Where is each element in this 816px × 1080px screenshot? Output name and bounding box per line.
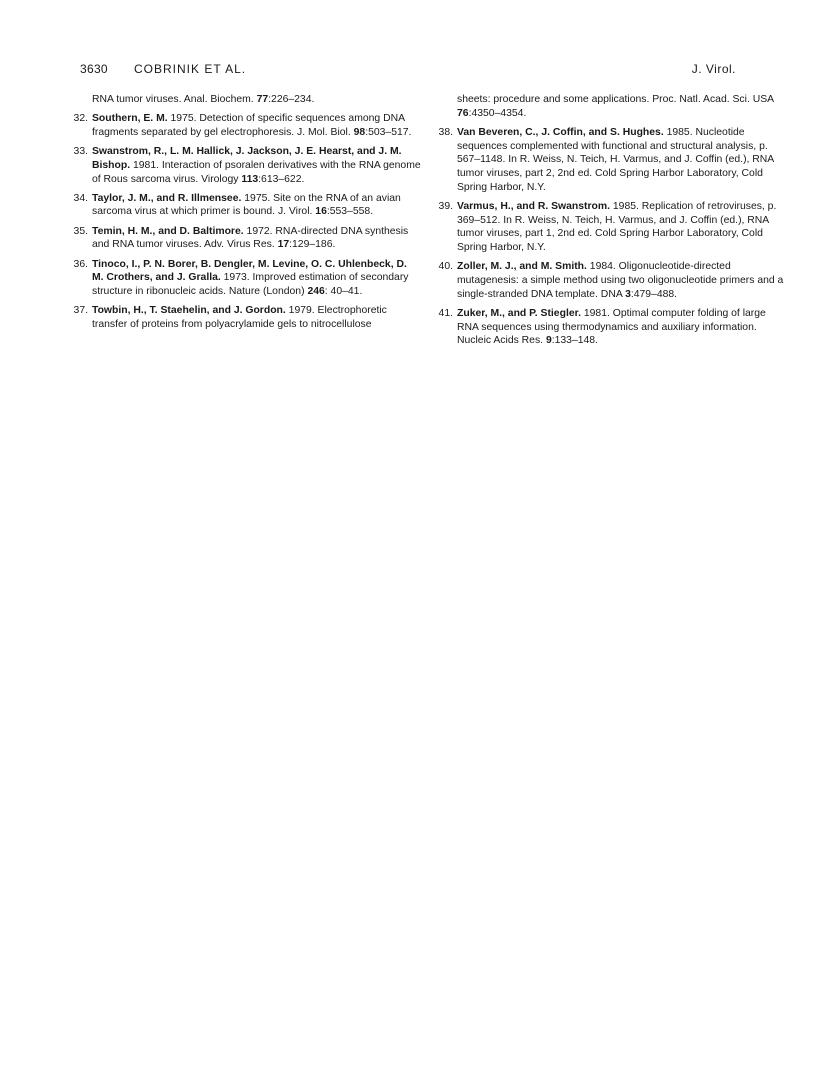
reference-number: 41.: [438, 307, 453, 319]
reference-number: 36.: [73, 258, 88, 270]
reference-pages: :226–234.: [268, 94, 315, 105]
reference-authors: Swanstrom, R., L. M. Hallick, J. Jackson, J. E. Hearst, and J. M. Bishop.: [92, 146, 402, 171]
reference-entry: [438, 260, 786, 301]
reference-text: 1985. Nucleotide sequences complemented with functional and structural analysis, p. 567–1148. In R. Weiss, N. Teich, H. Varmus, and J. Coffin (ed.), RNA tumor viruses, part 2, 2nd ed. Cold Spring Harbor Laboratory, Cold Spring Harbor, N.Y.: [457, 126, 774, 193]
reference-authors: Zuker, M., and P. Stiegler.: [457, 307, 581, 319]
reference-entry: [73, 225, 421, 252]
reference-number: 34.: [73, 192, 88, 204]
reference-volume: 3: [625, 288, 631, 300]
reference-authors: Taylor, J. M., and R. Illmensee.: [92, 192, 242, 204]
reference-entry: [73, 192, 421, 219]
reference-text: 1981. Interaction of psoralen derivatives with the RNA genome of Rous sarcoma virus. Virology: [92, 159, 421, 185]
reference-entry: [438, 126, 786, 195]
reference-volume: 98: [353, 126, 366, 138]
reference-authors: Temin, H. M., and D. Baltimore.: [92, 225, 244, 237]
reference-entry: [438, 200, 786, 255]
reference-number: 37.: [73, 305, 88, 317]
reference-text: 1975. Site on the RNA of an avian sarcoma virus at which primer is bound. J. Virol.: [92, 192, 401, 218]
reference-volume: 113: [241, 173, 259, 185]
reference-entry: [73, 112, 421, 139]
reference-volume: 17: [277, 239, 290, 251]
running-authors: COBRINIK ET AL.: [134, 62, 247, 76]
reference-volume: 76: [457, 107, 469, 119]
reference-continuation: [78, 93, 421, 107]
reference-entry: [73, 145, 421, 186]
journal-name: J. Virol.: [691, 62, 736, 76]
reference-number: 32.: [73, 113, 88, 125]
reference-text: 1975. Detection of specific sequences among DNA fragments separated by gel electrophoresis. J. Mol. Biol.: [92, 113, 405, 138]
reference-pages: : 40–41.: [324, 285, 363, 297]
reference-volume: 246: [307, 285, 325, 297]
reference-entry: [73, 258, 421, 299]
reference-number: 40.: [438, 261, 453, 273]
reference-entry: [73, 304, 421, 331]
reference-pages: :479–488.: [630, 288, 678, 300]
reference-text: 1972. RNA-directed DNA synthesis and RNA tumor viruses. Adv. Virus Res.: [92, 225, 409, 251]
reference-authors: Tinoco, I., P. N. Borer, B. Dengler, M. Levine, O. C. Uhlenbeck, D. M. Crothers, and J. Gralla.: [92, 258, 407, 284]
page-number: 3630: [80, 62, 108, 76]
reference-authors: Zoller, M. J., and M. Smith.: [457, 261, 587, 273]
reference-authors: Varmus, H., and R. Swanstrom.: [457, 200, 611, 212]
reference-number: 35.: [73, 225, 88, 237]
reference-volume: 9: [545, 335, 552, 347]
running-header: [80, 62, 736, 78]
reference-number: 38.: [438, 126, 453, 138]
reference-number: 33.: [73, 146, 88, 158]
reference-text: 1984. Oligonucleotide-directed mutagenesis: a simple method using two oligonucleotide primers and a single-stranded DNA template. DNA: [457, 261, 784, 300]
reference-volume: 77: [256, 94, 269, 105]
reference-volume: 16: [315, 206, 327, 218]
reference-pages: :503–517.: [365, 126, 412, 138]
reference-text: 1979. Electrophoretic transfer of proteins from polyacrylamide gels to nitrocellulose: [92, 305, 387, 330]
reference-text: 1985. Replication of retroviruses, p. 369–512. In R. Weiss, N. Teich, H. Varmus, and J. Coffin (ed.), RNA tumor viruses, part 1, 2nd ed. Cold Spring Harbor Laboratory, Cold Spring Harbor, N.Y.: [457, 200, 777, 254]
references-right-column: [438, 93, 786, 353]
reference-pages: :4350–4354.: [468, 107, 527, 119]
reference-pages: :613–622.: [258, 173, 305, 185]
reference-continuation: [443, 93, 786, 120]
reference-authors: Towbin, H., T. Staehelin, and J. Gordon.: [92, 305, 286, 317]
reference-authors: Southern, E. M.: [92, 113, 168, 125]
reference-pages: :129–186.: [289, 239, 336, 251]
reference-pages: :133–148.: [551, 335, 598, 347]
reference-number: 39.: [438, 200, 453, 212]
reference-pages: :553–558.: [326, 206, 374, 218]
reference-text: 1981. Optimal computer folding of large RNA sequences using thermodynamics and auxiliary information. Nucleic Acids Res.: [457, 307, 766, 347]
reference-authors: Van Beveren, C., J. Coffin, and S. Hughes.: [457, 126, 664, 138]
reference-entry: [438, 307, 786, 348]
reference-text: sheets: procedure and some applications. Proc. Natl. Acad. Sci. USA: [457, 94, 774, 105]
reference-text: RNA tumor viruses. Anal. Biochem.: [92, 94, 257, 105]
references-left-column: [73, 93, 421, 337]
reference-text: 1973. Improved estimation of secondary structure in ribonucleic acids. Nature (London): [92, 272, 409, 297]
